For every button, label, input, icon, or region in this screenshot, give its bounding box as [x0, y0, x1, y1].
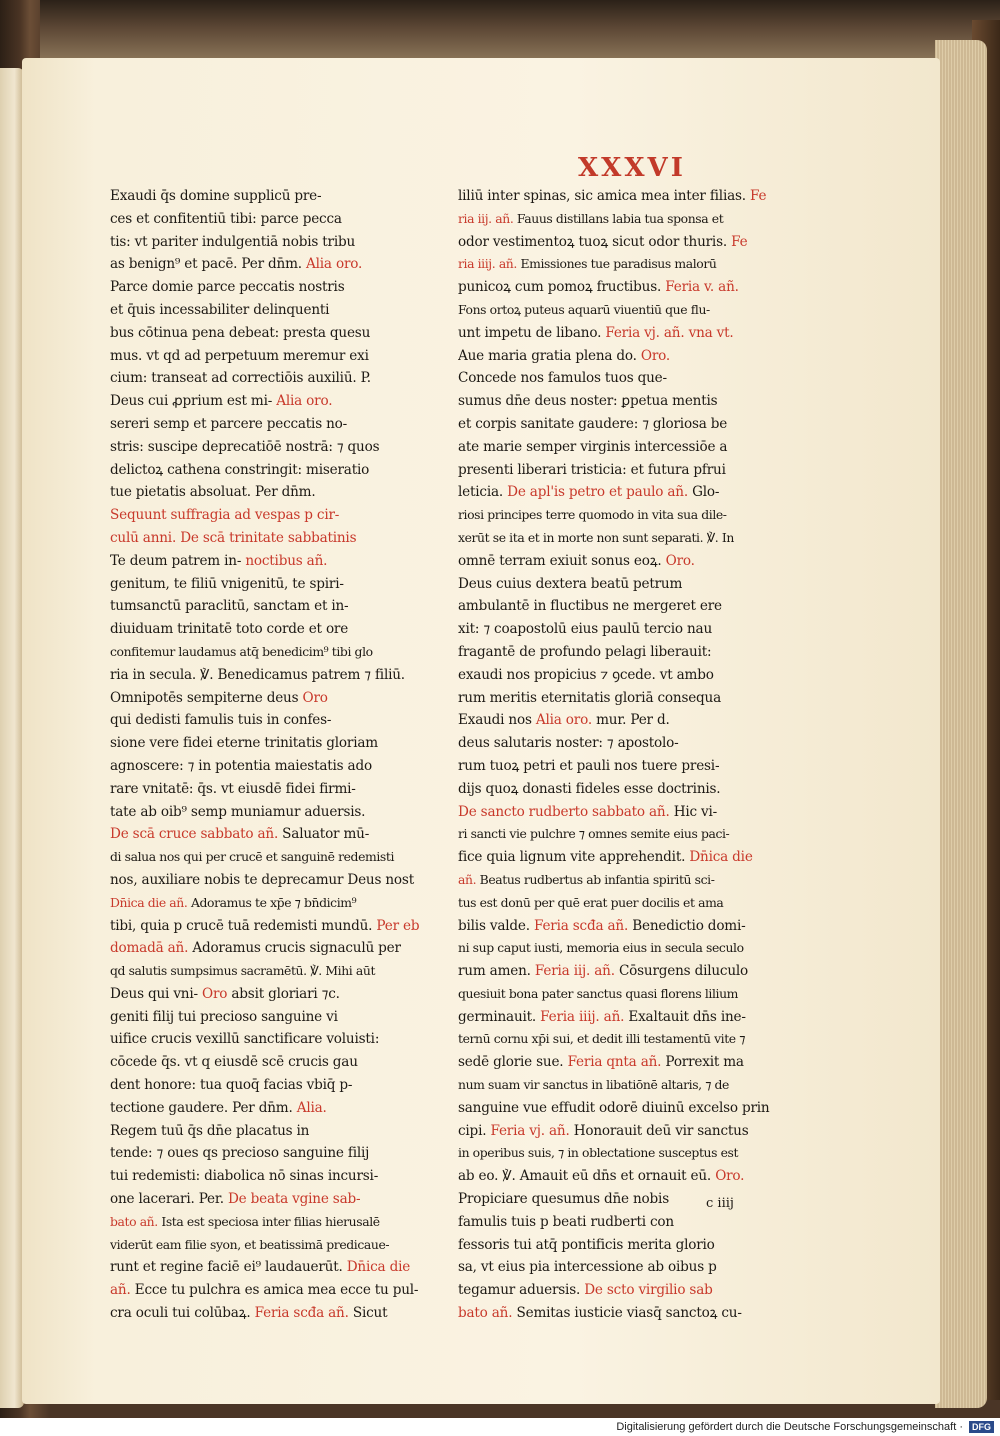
text-line — [458, 345, 778, 368]
rubric-text: Alia oro. — [306, 256, 363, 273]
body-text: tectione gaudere. Per dn̄m. — [110, 1099, 297, 1116]
rubric-text: Alia. — [296, 1099, 327, 1116]
body-text: sedē glorie sue. — [458, 1054, 568, 1071]
body-text: Emissiones tue paradisus malorū — [516, 256, 717, 272]
text-line — [458, 573, 778, 596]
body-text: Exaudi q̄s domine supplicū pre- — [110, 188, 322, 204]
body-text: Aue maria gratia plena do. — [458, 347, 641, 364]
rubric-text: bato añ. — [458, 1305, 513, 1322]
text-line — [110, 709, 430, 732]
rubric-text: Oro. — [665, 552, 695, 569]
body-text: diuiduam trinitatē toto corde et ore — [110, 621, 349, 638]
body-text: Beatus rudbertus ab infantia spiritū sci- — [476, 871, 715, 887]
body-text: Sicut — [348, 1305, 388, 1322]
text-line — [110, 732, 430, 755]
body-text: Honorauit deū vir sanctus — [569, 1122, 749, 1139]
text-line — [110, 345, 430, 368]
text-line — [110, 1302, 430, 1325]
body-text: Hic vi- — [669, 803, 718, 820]
body-text: delictoꝝ cathena constringit: miseratio — [110, 461, 370, 478]
text-line — [458, 1234, 778, 1257]
body-text: rum tuoꝝ petri et pauli nos tuere presi- — [458, 757, 720, 774]
body-text: et q̄uis incessabiliter delinquenti — [110, 301, 330, 318]
body-text: Omnipotēs sempiterne deus — [110, 689, 303, 706]
body-text: Adoramus crucis signaculū per — [188, 940, 401, 957]
text-line — [110, 390, 430, 413]
book-top-edge — [40, 0, 1000, 60]
rubric-text: Feria v. añ. — [665, 279, 739, 296]
text-line — [110, 1211, 430, 1234]
text-line — [110, 1097, 430, 1120]
rubric-text: Feria scđa añ. — [533, 917, 629, 934]
body-text: leticia. — [458, 484, 508, 501]
text-line — [110, 550, 430, 573]
text-line — [110, 367, 430, 390]
text-line — [110, 1074, 430, 1097]
text-line — [110, 1234, 430, 1257]
text-line — [458, 960, 778, 983]
text-line — [458, 276, 778, 299]
rubric-text: Feria vj. añ. vna vt. — [605, 324, 734, 341]
body-text: deus salutaris noster: ⁊ apostolo- — [458, 735, 679, 752]
text-line — [110, 983, 430, 1006]
body-text: Regem tuū q̄s dn̄e placatus in — [110, 1122, 310, 1139]
body-text: quesiuit bona pater sanctus quasi florens lilium — [458, 985, 739, 1001]
body-text: in operibus suis, ⁊ in oblectatione susceptus est — [458, 1145, 739, 1161]
body-text: qui dedisti famulis tuis in confes- — [110, 712, 332, 729]
body-text: Glo- — [687, 484, 720, 501]
body-text: liliū inter spinas, sic amica mea inter filias. — [458, 188, 751, 204]
text-line — [458, 231, 778, 254]
page-stack — [935, 40, 987, 1408]
body-text: ri sancti vie pulchre ⁊ omnes semite eius paci- — [458, 826, 730, 842]
body-text: riosi principes terre quomodo in vita sua dile- — [458, 507, 727, 523]
body-text: odor vestimentoꝝ tuoꝝ sicut odor thuris. — [458, 233, 732, 250]
text-line — [458, 367, 778, 390]
text-line — [458, 687, 778, 710]
text-line — [110, 276, 430, 299]
body-text: tus est donū per quē erat puer docilis et ama — [458, 894, 724, 910]
rubric-text: Alia oro. — [535, 712, 592, 729]
body-text: fessoris tui atq̄ pontificis merita glorio — [458, 1236, 715, 1253]
body-text: sereri semp et parcere peccatis no- — [110, 415, 348, 432]
body-text: ab eo. ℣. Amauit eū dn̄s et ornauit eū. — [458, 1168, 716, 1185]
body-text: runt et regine faciē ei⁹ laudauerūt. — [110, 1259, 347, 1276]
body-text: punicoꝝ cum pomoꝝ fructibus. — [458, 279, 666, 296]
rubric-text: ria iiij. añ. — [458, 256, 517, 272]
rubric-text: Feria vj. añ. — [490, 1122, 570, 1139]
rubric-text: añ. — [458, 871, 477, 887]
text-line — [110, 1142, 430, 1165]
rubric-text: Feria iiij. añ. — [540, 1008, 625, 1025]
text-line — [110, 960, 430, 983]
body-text: Deus qui vni- — [110, 985, 203, 1002]
rubric-text: bato añ. — [110, 1213, 158, 1229]
body-text: sanguine vue effudit odorē diuinū excelso prin — [458, 1099, 770, 1116]
text-line — [110, 846, 430, 869]
text-line — [458, 299, 778, 322]
rubric-text: ria iij. añ. — [458, 210, 514, 226]
text-line — [458, 892, 778, 915]
text-line — [458, 801, 778, 824]
body-text: bilis valde. — [458, 917, 534, 934]
body-text: cōcede q̄s. vt q eiusdē scē crucis gau — [110, 1054, 358, 1071]
body-text: num suam vir sanctus in libatiōnē altaris, ⁊ de — [458, 1077, 729, 1093]
text-line — [458, 527, 778, 550]
text-line — [458, 322, 778, 345]
text-line — [110, 687, 430, 710]
text-line — [458, 208, 778, 231]
rubric-text: Feria qnta añ. — [567, 1054, 662, 1071]
body-text: geniti filij tui precioso sanguine vi — [110, 1008, 338, 1025]
body-text: agnoscere: ⁊ in potentia maiestatis ado — [110, 757, 372, 774]
rubric-text: noctibus añ. — [245, 552, 328, 569]
body-text: Exaltauit dn̄s ine- — [624, 1008, 746, 1025]
text-line — [458, 1051, 778, 1074]
text-line — [110, 299, 430, 322]
body-text: Fauus distillans labia tua sponsa et — [513, 210, 724, 226]
text-line — [458, 481, 778, 504]
text-line — [110, 664, 430, 687]
body-text: rum amen. — [458, 963, 535, 980]
text-line — [110, 755, 430, 778]
rubric-text: Dn̄ica die — [689, 849, 753, 866]
body-text: rare vnitatē: q̄s. vt eiusdē fidei firmi- — [110, 780, 356, 797]
rubric-text: Fe — [731, 233, 748, 250]
facing-page-edge — [0, 68, 24, 1408]
text-line — [110, 915, 430, 938]
rubric-text: Dn̄ica die añ. — [110, 894, 188, 910]
text-line — [458, 1211, 778, 1234]
text-line — [110, 504, 430, 527]
body-text: sa, vt eius pia intercessione ab oibus p — [458, 1259, 717, 1276]
body-text: tegamur aduersis. — [458, 1282, 585, 1299]
body-text: tumsanctū paraclitū, sanctam et in- — [110, 598, 349, 615]
body-text: Ista est speciosa inter filias hierusalē — [157, 1213, 380, 1229]
body-text: stris: suscipe deprecatiōē nostrā: ⁊ quos — [110, 438, 380, 455]
body-text: absit gloriari ⁊c. — [227, 985, 340, 1002]
body-text: ternū cornu xp̄i sui, et dedit illi testamentū vite ⁊ — [458, 1031, 746, 1047]
body-text: tende: ⁊ oues qs precioso sanguine filij — [110, 1145, 370, 1162]
body-text: cipi. — [458, 1122, 491, 1139]
body-text: Deus cuius dextera beatū petrum — [458, 575, 683, 592]
text-line — [110, 1165, 430, 1188]
rubric-text: añ. — [110, 1282, 131, 1299]
text-line — [458, 550, 778, 573]
text-line — [458, 1302, 778, 1325]
body-text: tui redemisti: diabolica nō sinas incursi- — [110, 1168, 379, 1185]
rubric-text: De scā cruce sabbato añ. — [110, 826, 279, 843]
text-line — [458, 937, 778, 960]
body-text: ces et confitentiū tibi: parce pecca — [110, 210, 342, 227]
text-line — [458, 1006, 778, 1029]
text-line — [110, 253, 430, 276]
body-text: cium: transeat ad correctiōis auxiliū. P. — [110, 370, 371, 387]
text-line — [458, 983, 778, 1006]
text-line — [110, 937, 430, 960]
text-line — [458, 504, 778, 527]
body-text: Saluator mū- — [278, 826, 370, 843]
text-line — [458, 1028, 778, 1051]
rubric-text: Per eb — [376, 917, 420, 934]
text-line — [110, 595, 430, 618]
text-line — [458, 1165, 778, 1188]
body-text: exaudi nos propicius ⁊ ꝯcede. vt ambo — [458, 666, 714, 683]
body-text: Concede nos famulos tuos que- — [458, 370, 667, 387]
body-text: tis: vt pariter indulgentiā nobis tribu — [110, 233, 356, 250]
text-line — [458, 1142, 778, 1165]
rubric-text: Feria iij. añ. — [534, 963, 615, 980]
rubric-text: Sequunt suffragia ad vespas p cir- — [110, 507, 340, 524]
text-line — [458, 755, 778, 778]
text-line — [110, 436, 430, 459]
text-line — [458, 778, 778, 801]
text-line — [110, 1006, 430, 1029]
body-text: confitemur laudamus atq̄ benedicim⁹ tibi glo — [110, 643, 373, 659]
body-text: Benedictio domi- — [628, 917, 746, 934]
body-text: mur. Per d. — [591, 712, 670, 729]
text-line — [110, 322, 430, 345]
body-text: Ecce tu pulchra es amica mea ecce tu pul- — [130, 1282, 419, 1299]
text-line — [110, 618, 430, 641]
text-line — [458, 915, 778, 938]
text-line — [458, 846, 778, 869]
rubric-text: Alia oro. — [276, 393, 333, 410]
body-text: xerūt se ita et in morte non sunt separati. ℣. In — [458, 529, 734, 545]
right-text-column — [458, 185, 778, 1325]
body-text: xit: ⁊ coapostolū eius paulū tercio nau — [458, 621, 713, 638]
body-text: tue pietatis absoluat. Per dn̄m. — [110, 484, 316, 501]
text-line — [110, 892, 430, 915]
body-text: Adoramus te xp̄e ⁊ bn̄dicim⁹ — [187, 894, 357, 910]
body-text: ni sup caput iusti, memoria eius in secula seculo — [458, 940, 744, 956]
text-line — [110, 573, 430, 596]
text-line — [458, 1120, 778, 1143]
body-text: Parce domie parce peccatis nostris — [110, 279, 345, 296]
text-line — [458, 185, 778, 208]
body-text: omnē terram exiuit sonus eoꝝ. — [458, 552, 666, 569]
text-line — [110, 869, 430, 892]
rubric-text: De beata vgine sab- — [227, 1191, 361, 1208]
rubric-text: De sancto rudberto sabbato añ. — [458, 803, 670, 820]
body-text: rum meritis eternitatis gloriā consequa — [458, 689, 722, 706]
text-line — [110, 413, 430, 436]
body-text: fice quia lignum vite apprehendit. — [458, 849, 690, 866]
body-text: et corpis sanitate gaudere: ⁊ gloriosa be — [458, 415, 728, 432]
body-text: as benign⁹ et pacē. Per dn̄m. — [110, 256, 307, 273]
text-line — [110, 1028, 430, 1051]
footer-bar — [0, 1418, 1000, 1436]
text-line — [110, 185, 430, 208]
body-text: ate marie semper virginis intercessiōe a — [458, 438, 728, 455]
body-text: one lacerari. Per. — [110, 1191, 228, 1208]
folio-number: XXXVI — [578, 153, 686, 183]
footer-credit: Digitalisierung gefördert durch die Deutsche Forschungsgemeinschaft · — [616, 1421, 963, 1433]
text-line — [110, 231, 430, 254]
text-line — [110, 527, 430, 550]
rubric-text: De scto virgilio sab — [584, 1282, 713, 1299]
rubric-text: Feria scđa añ. — [254, 1305, 349, 1322]
left-text-column — [110, 185, 430, 1325]
text-line — [458, 709, 778, 732]
text-line — [458, 459, 778, 482]
text-line — [110, 1188, 430, 1211]
body-text: cra oculi tui colūbaꝝ. — [110, 1305, 255, 1322]
text-line — [458, 1074, 778, 1097]
body-text: Semitas iusticie viasq̄ sanctoꝝ cu- — [512, 1305, 742, 1322]
body-text: Te deum patrem in- — [110, 552, 246, 569]
body-text: Exaudi nos — [458, 712, 536, 729]
text-line — [458, 641, 778, 664]
text-line — [110, 778, 430, 801]
body-text: fragantē de profundo pelagi liberauit: — [458, 643, 712, 660]
text-line — [458, 436, 778, 459]
body-text: sione vere fidei eterne trinitatis gloriam — [110, 735, 378, 752]
body-text: famulis tuis p beati rudberti con — [458, 1213, 674, 1230]
body-text: ambulantē in fluctibus ne mergeret ere — [458, 598, 722, 615]
text-line — [110, 1279, 430, 1302]
text-line — [458, 869, 778, 892]
text-line — [458, 1097, 778, 1120]
body-text: nos, auxiliare nobis te deprecamur Deus nost — [110, 871, 414, 888]
text-line — [458, 253, 778, 276]
rubric-text: Fe — [750, 188, 767, 204]
body-text: Porrexit ma — [661, 1054, 744, 1071]
dfg-logo: DFG — [969, 1421, 994, 1433]
body-text: uifice crucis vexillū sanctificare voluisti: — [110, 1031, 380, 1048]
rubric-text: domadā añ. — [110, 940, 189, 957]
text-line — [458, 1279, 778, 1302]
text-line — [110, 641, 430, 664]
text-line — [110, 459, 430, 482]
rubric-text: Oro. — [715, 1168, 745, 1185]
body-text: tate ab oib⁹ semp muniamur aduersis. — [110, 803, 366, 820]
body-text: dent honore: tua quoq̄ facias vbiq̄ p- — [110, 1077, 353, 1094]
body-text: ria in secula. ℣. Benedicamus patrem ⁊ filiū. — [110, 666, 405, 683]
text-line — [458, 390, 778, 413]
rubric-text: culū anni. De scā trinitate sabbatinis — [110, 529, 357, 546]
text-line — [458, 413, 778, 436]
body-text: di salua nos qui per crucē et sanguinē redemisti — [110, 849, 395, 865]
body-text: mus. vt qd ad perpetuum meremur exi — [110, 347, 369, 364]
body-text: bus cōtinua pena debeat: presta quesu — [110, 324, 371, 341]
body-text: presenti liberari tristicia: et futura pfrui — [458, 461, 726, 478]
rubric-text: Oro — [302, 689, 328, 706]
text-line — [458, 732, 778, 755]
text-line — [110, 1120, 430, 1143]
body-text: dijs quoꝝ donasti fideles esse doctrinis. — [458, 780, 721, 797]
body-text: Propiciare quesumus dn̄e nobis — [458, 1191, 669, 1208]
text-line — [110, 801, 430, 824]
text-line — [458, 595, 778, 618]
body-text: unt impetu de libano. — [458, 324, 606, 341]
body-text: germinauit. — [458, 1008, 541, 1025]
text-line — [458, 664, 778, 687]
rubric-text: Dn̄ica die — [346, 1259, 411, 1276]
body-text: qd salutis sumpsimus sacramētū. ℣. Mihi aūt — [110, 963, 376, 979]
body-text: tibi, quia p crucē tuā redemisti mundū. — [110, 917, 377, 934]
body-text: Deus cui ꝓprium est mi- — [110, 393, 277, 410]
text-line — [110, 481, 430, 504]
body-text: Cōsurgens diluculo — [614, 963, 749, 980]
text-line — [110, 208, 430, 231]
text-line — [110, 1051, 430, 1074]
rubric-text: Oro — [202, 985, 228, 1002]
custos-signature: c iiij — [706, 1196, 734, 1211]
body-text: viderūt eam filie syon, et beatissimā predicaue- — [110, 1236, 390, 1252]
text-line — [110, 1256, 430, 1279]
text-line — [110, 823, 430, 846]
text-line — [458, 1256, 778, 1279]
text-line — [458, 823, 778, 846]
body-text: Fons ortoꝝ puteus aquarū viuentiū que flu- — [458, 301, 710, 317]
body-text: sumus dn̄e deus noster: ꝑpetua mentis — [458, 393, 718, 410]
rubric-text: Oro. — [640, 347, 671, 364]
body-text: genitum, te filiū vnigenitū, te spiri- — [110, 575, 344, 592]
text-line — [458, 618, 778, 641]
rubric-text: De apl'is petro et paulo añ. — [507, 484, 688, 501]
